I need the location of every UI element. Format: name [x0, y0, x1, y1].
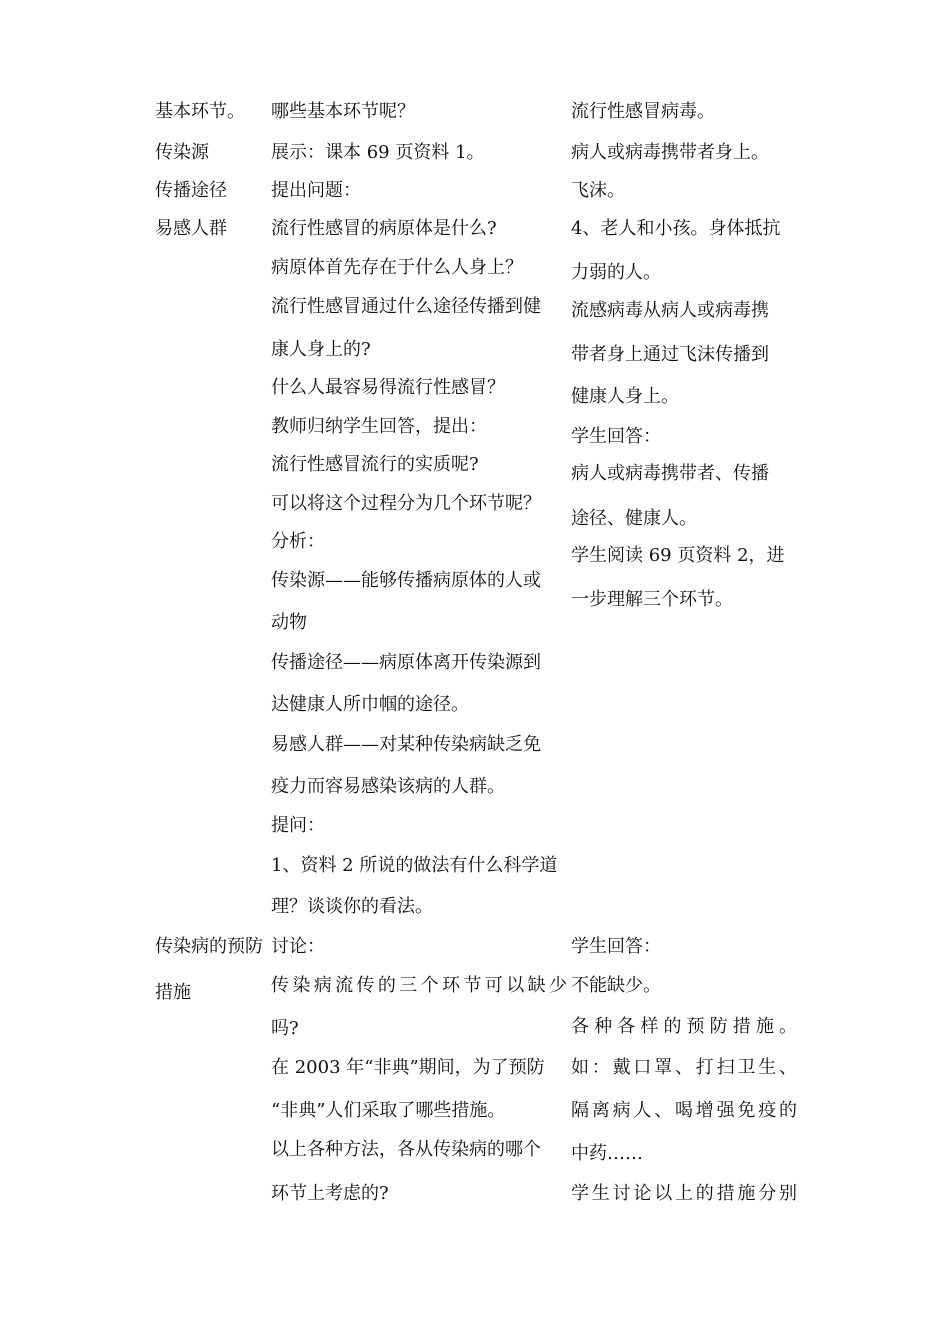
teacher-activity-line: 可以将这个过程分为几个环节呢？ [271, 493, 541, 514]
student-activity-line: 各种各样的预防措施。 [571, 1016, 797, 1037]
teacher-activity-line: 环节上考虑的? [271, 1183, 389, 1204]
teacher-activity-line: 吗? [271, 1018, 299, 1039]
teacher-activity-line: 易感人群——对某种传染病缺乏免 [271, 734, 541, 755]
teacher-activity-line: 在 2003 年“非典”期间，为了预防 [271, 1057, 545, 1078]
stage-label: 基本环节。 [155, 101, 245, 122]
teacher-activity-line: 讨论： [271, 936, 325, 957]
stage-label: 易感人群 [155, 218, 227, 239]
student-activity-line: 病人或病毒携带者身上。 [571, 142, 769, 163]
teacher-activity-line: 流行性感冒流行的实质呢? [271, 454, 479, 475]
student-activity-line: 如：戴口罩、打扫卫生、 [571, 1057, 797, 1078]
student-activity-line: 流感病毒从病人或病毒携 [571, 300, 769, 321]
student-activity-line: 学生讨论以上的措施分别 [571, 1183, 797, 1204]
teacher-activity-line: 病原体首先存在于什么人身上？ [271, 257, 523, 278]
student-activity-line: 学生阅读 69 页资料 2，进 [571, 545, 785, 566]
teacher-activity-line: 以上各种方法，各从传染病的哪个 [271, 1139, 541, 1160]
teacher-activity-line: 1、资料 2 所说的做法有什么科学道 [271, 855, 558, 876]
teacher-activity-line: 达健康人所巾帼的途径。 [271, 694, 469, 715]
student-activity-line: 健康人身上。 [571, 386, 679, 407]
student-activity-line: 不能缺少。 [571, 975, 661, 996]
stage-label: 措施 [155, 982, 191, 1003]
student-activity-line: 隔离病人、喝增强免疫的 [571, 1100, 797, 1121]
teacher-activity-line: 哪些基本环节呢？ [271, 101, 415, 122]
teacher-activity-line: 展示：课本 69 页资料 1。 [271, 142, 485, 163]
teacher-activity-line: 提问： [271, 815, 325, 836]
student-activity-line: 流行性感冒病毒。 [571, 101, 715, 122]
teacher-activity-line: 提出问题： [271, 180, 361, 201]
teacher-activity-line: 疫力而容易感染该病的人群。 [271, 776, 505, 797]
stage-label: 传播途径 [155, 180, 227, 201]
teacher-activity-line: 传播途径——病原体离开传染源到 [271, 652, 541, 673]
teacher-activity-line: 传染病流传的三个环节可以缺少 [271, 975, 567, 996]
student-activity-line: 病人或病毒携带者、传播 [571, 463, 769, 484]
student-activity-line: 4、老人和小孩。身体抵抗 [571, 218, 781, 239]
student-activity-line: 一步理解三个环节。 [571, 589, 733, 610]
student-activity-line: 带者身上通过飞沫传播到 [571, 344, 769, 365]
student-activity-line: 中药…… [571, 1143, 643, 1164]
student-activity-line: 力弱的人。 [571, 262, 661, 283]
student-activity-line: 飞沫。 [571, 180, 625, 201]
teacher-activity-line: 流行性感冒通过什么途径传播到健 [271, 296, 541, 317]
stage-label: 传染病的预防 [155, 936, 263, 957]
student-activity-line: 学生回答： [571, 426, 661, 447]
teacher-activity-line: 康人身上的? [271, 339, 371, 360]
stage-label: 传染源 [155, 142, 209, 163]
student-activity-line: 学生回答： [571, 936, 661, 957]
teacher-activity-line: 理？谈谈你的看法。 [271, 896, 433, 917]
teacher-activity-line: 分析： [271, 531, 325, 552]
student-activity-line: 途径、健康人。 [571, 508, 697, 529]
teacher-activity-line: “非典”人们采取了哪些措施。 [271, 1100, 506, 1121]
teacher-activity-line: 动物 [271, 612, 307, 633]
teacher-activity-line: 传染源——能够传播病原体的人或 [271, 570, 541, 591]
teacher-activity-line: 什么人最容易得流行性感冒？ [271, 377, 505, 398]
teacher-activity-line: 流行性感冒的病原体是什么? [271, 218, 497, 239]
teacher-activity-line: 教师归纳学生回答，提出： [271, 416, 487, 437]
